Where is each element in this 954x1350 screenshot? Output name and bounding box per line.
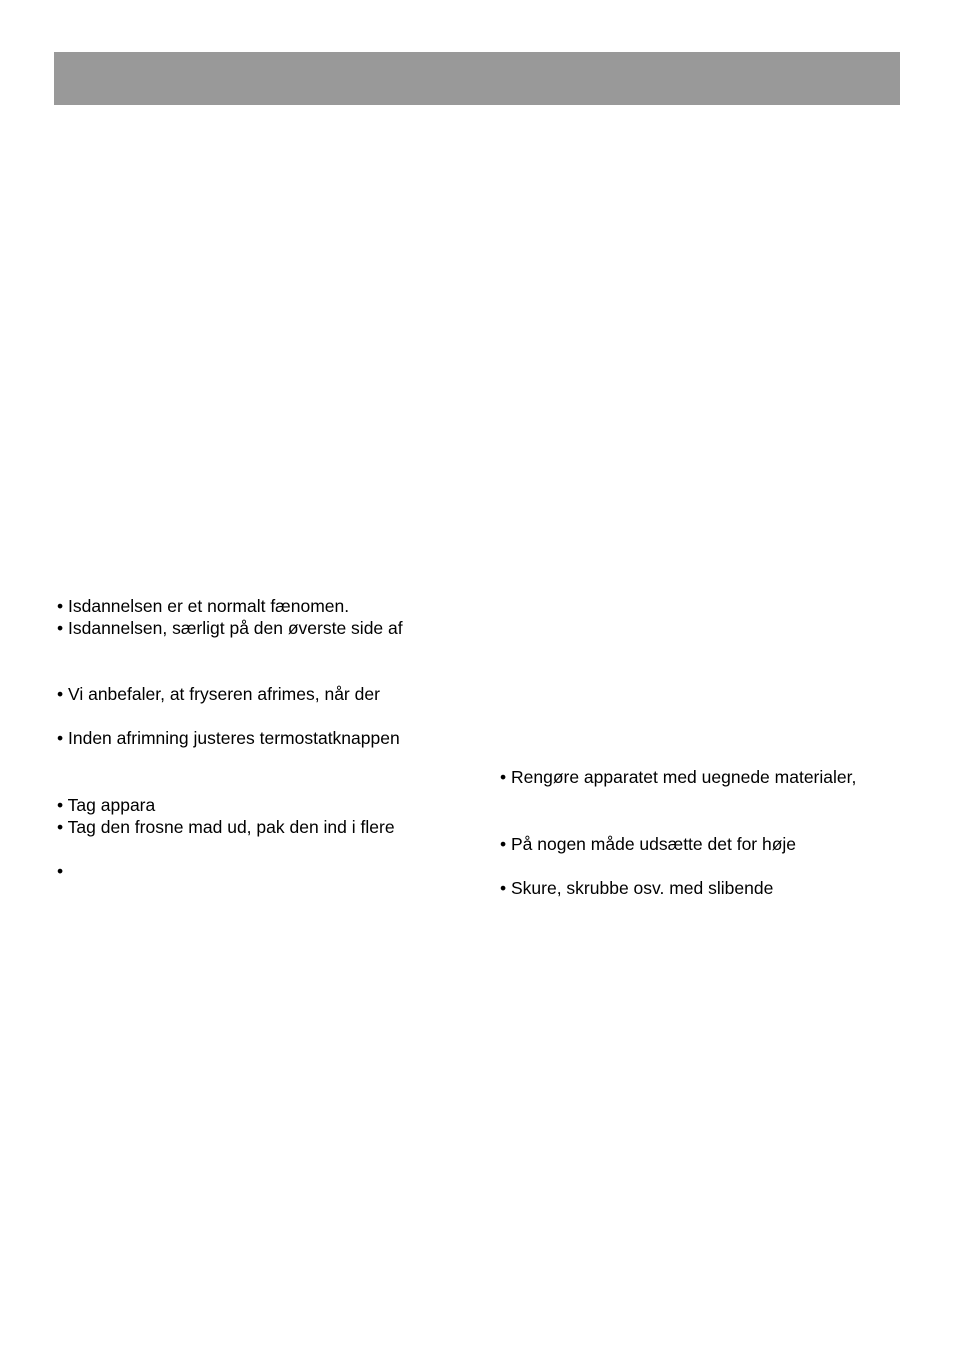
left-bullet-3: • Vi anbefaler, at fryseren afrimes, når der: [57, 684, 380, 704]
left-bullet-6: • Tag den frosne mad ud, pak den ind i flere: [57, 817, 395, 837]
left-bullet-4: • Inden afrimning justeres termostatknappen: [57, 728, 400, 748]
right-bullet-1: • Rengøre apparatet med uegnede materialer,: [500, 767, 857, 787]
right-bullet-3: • Skure, skrubbe osv. med slibende: [500, 878, 774, 898]
left-bullet-7: •: [57, 861, 64, 881]
left-bullet-1: • Isdannelsen er et normalt fænomen.: [57, 596, 350, 616]
left-bullet-2: • Isdannelsen, særligt på den øverste side af: [57, 618, 403, 638]
header-bar: [54, 52, 900, 105]
right-bullet-2: • På nogen måde udsætte det for høje: [500, 834, 797, 854]
left-bullet-5: • Tag appara: [57, 795, 156, 815]
